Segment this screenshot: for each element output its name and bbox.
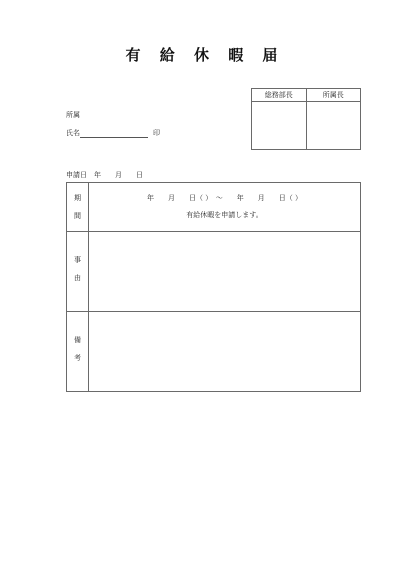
department-label: 所属 <box>66 111 80 119</box>
period-date-range: 年 月 日（ ） ～ 年 月 日（ ） <box>147 194 302 202</box>
approval-stamp-table <box>251 88 361 150</box>
period-content-cell[interactable] <box>89 183 360 231</box>
reason-label-char-1: 事 <box>74 256 81 264</box>
remarks-label-char-2: 考 <box>74 354 81 362</box>
reason-label-cell <box>67 231 89 311</box>
approval-header-row <box>252 89 360 102</box>
application-date-label: 申請日 年 月 日 <box>66 171 143 179</box>
reason-row <box>67 231 360 312</box>
leave-request-statement: 有給休暇を申請します。 <box>186 211 263 219</box>
period-label-cell <box>67 183 89 231</box>
name-label: 氏名 <box>66 129 80 137</box>
remarks-label-char-1: 備 <box>74 336 81 344</box>
stamp-box-general-affairs-manager[interactable] <box>252 102 307 150</box>
reason-input-area[interactable] <box>89 231 360 311</box>
stamp-box-department-head[interactable] <box>307 102 361 150</box>
approval-col-department-head: 所属長 <box>322 91 344 99</box>
seal-label: 印 <box>153 129 160 137</box>
reason-label-char-2: 由 <box>74 274 81 282</box>
period-label-char-1: 期 <box>74 194 81 202</box>
document-title: 有 給 休 暇 届 <box>125 46 285 64</box>
leave-request-table <box>66 182 361 392</box>
approval-stamp-area <box>252 102 360 150</box>
approval-col-general-affairs-manager: 総務部長 <box>252 89 307 101</box>
remarks-label-cell <box>67 311 89 391</box>
period-label-char-2: 間 <box>74 212 81 220</box>
name-field-line[interactable] <box>80 137 148 138</box>
remarks-row <box>67 311 360 391</box>
period-row <box>67 183 360 232</box>
remarks-input-area[interactable] <box>89 311 360 391</box>
